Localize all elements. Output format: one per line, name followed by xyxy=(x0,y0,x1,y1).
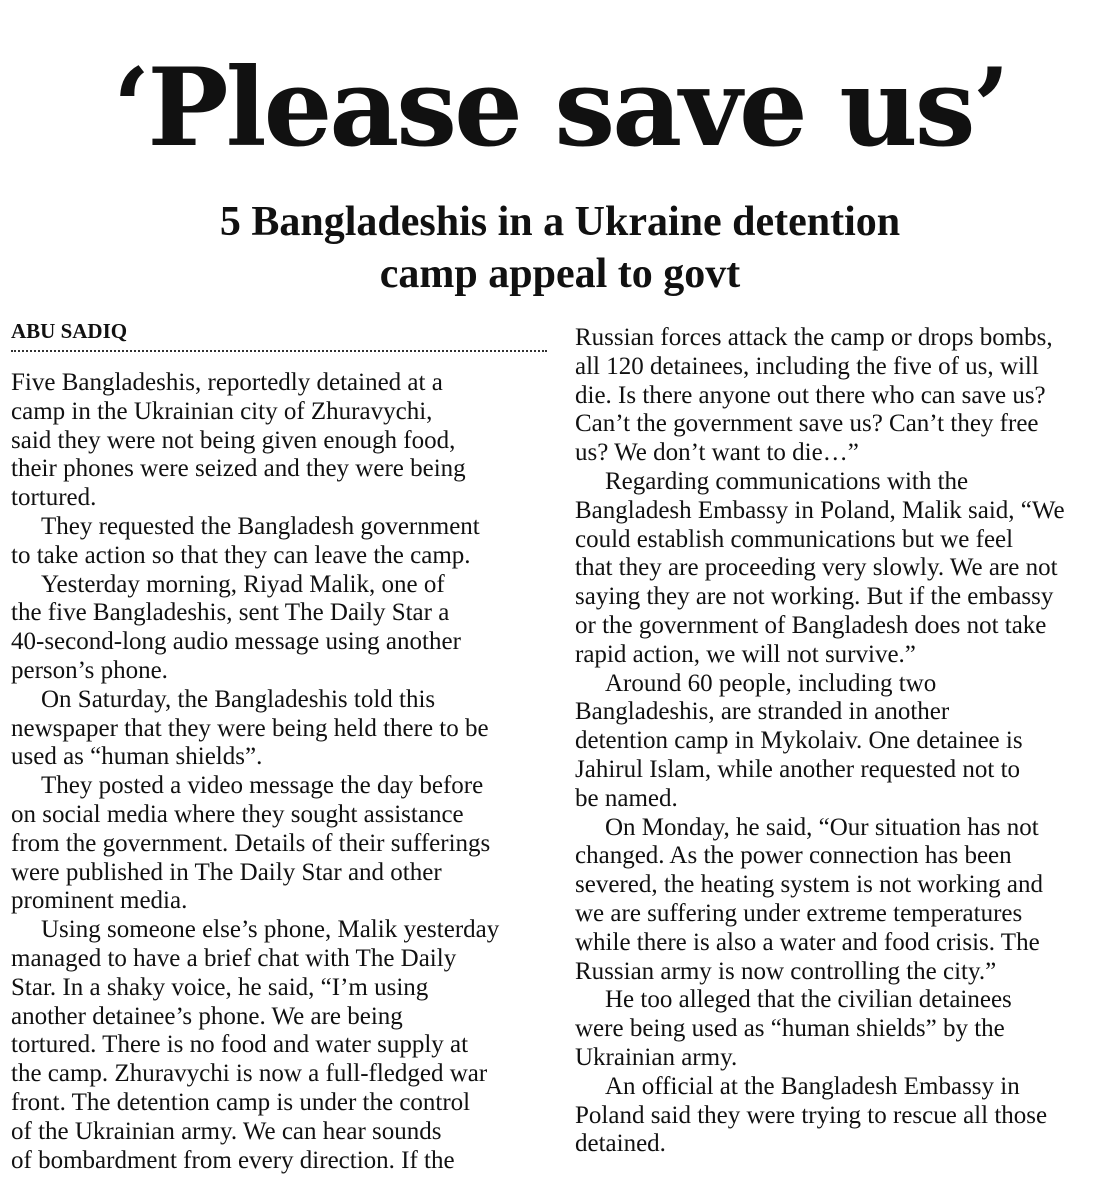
text-line: Regarding communications with the xyxy=(605,467,969,495)
paragraph xyxy=(575,814,1115,987)
subheadline-line: 5 Bangladeshis in a Ukraine detention xyxy=(219,199,901,245)
text-line: newspaper that they were being held there to be xyxy=(11,714,489,742)
text-line: rapid action, we will not survive.” xyxy=(575,640,916,668)
text-line: tortured. xyxy=(11,484,97,512)
byline: ABU SADIQ xyxy=(11,316,547,352)
paragraph xyxy=(11,686,551,772)
text-line: were being used as “human shields” by the xyxy=(575,1015,1005,1043)
text-line: of the Ukrainian army. We can hear sounds xyxy=(11,1117,442,1145)
text-line: They requested the Bangladesh government xyxy=(41,512,480,540)
paragraph xyxy=(575,468,1115,670)
text-line: said they were not being given enough food, xyxy=(11,426,456,454)
text-line: Using someone else’s phone, Malik yesterday xyxy=(41,916,500,944)
text-line: changed. As the power connection has been xyxy=(575,842,1012,870)
paragraph xyxy=(11,369,551,513)
text-line: detained. xyxy=(575,1130,666,1158)
text-line: the five Bangladeshis, sent The Daily Star a xyxy=(11,599,450,627)
text-line: Around 60 people, including two xyxy=(605,669,937,697)
text-line: managed to have a brief chat with The Daily xyxy=(11,944,457,972)
paragraph xyxy=(11,772,551,916)
text-line: us? We don’t want to die…” xyxy=(575,439,859,467)
text-line: An official at the Bangladesh Embassy in xyxy=(605,1072,1020,1100)
text-line: Jahirul Islam, while another requested not to xyxy=(575,755,1021,783)
article-column-left xyxy=(11,369,551,1175)
text-line: Poland said they were trying to rescue all those xyxy=(575,1101,1048,1129)
text-line: They posted a video message the day before xyxy=(41,772,484,800)
text-line: 40-second-long audio message using another xyxy=(11,628,461,656)
article-column-right xyxy=(575,324,1115,1159)
text-line: On Saturday, the Bangladeshis told this xyxy=(41,685,436,713)
text-line: of bombardment from every direction. If the xyxy=(11,1146,455,1174)
text-line: saying they are not working. But if the embassy xyxy=(575,583,1054,611)
text-line: or the government of Bangladesh does not take xyxy=(575,611,1047,639)
text-line: could establish communications but we feel xyxy=(575,525,1014,553)
text-line: Ukrainian army. xyxy=(575,1043,738,1071)
text-line: on social media where they sought assistance xyxy=(11,800,464,828)
text-line: while there is also a water and food crisis. The xyxy=(575,928,1040,956)
text-line: tortured. There is no food and water supply at xyxy=(11,1031,469,1059)
paragraph xyxy=(11,571,551,686)
text-line: He too alleged that the civilian detainees xyxy=(605,986,1012,1014)
text-line: from the government. Details of their sufferings xyxy=(11,829,491,857)
text-line: used as “human shields”. xyxy=(11,743,263,771)
text-line: Yesterday morning, Riyad Malik, one of xyxy=(41,570,445,598)
text-line: prominent media. xyxy=(11,887,188,915)
subheadline-line: camp appeal to govt xyxy=(379,251,741,297)
paragraph xyxy=(575,324,1115,468)
paragraph xyxy=(575,670,1115,814)
text-line: severed, the heating system is not working and xyxy=(575,871,1043,899)
text-line: die. Is there anyone out there who can save us? xyxy=(575,381,1046,409)
text-line: that they are proceeding very slowly. We are not xyxy=(575,554,1058,582)
text-line: detention camp in Mykolaiv. One detainee is xyxy=(575,727,1023,755)
paragraph xyxy=(575,1073,1115,1159)
text-line: another detainee’s phone. We are being xyxy=(11,1002,403,1030)
text-line: were published in The Daily Star and other xyxy=(11,858,442,886)
headline: ‘Please save us’ xyxy=(112,45,1008,171)
text-line: On Monday, he said, “Our situation has not xyxy=(605,813,1039,841)
paragraph xyxy=(11,916,551,1175)
text-line: the camp. Zhuravychi is now a full-fledged war xyxy=(11,1060,488,1088)
text-line: Five Bangladeshis, reportedly detained at a xyxy=(11,369,443,396)
text-line: all 120 detainees, including the five of us, will xyxy=(575,352,1039,380)
text-line: Bangladesh Embassy in Poland, Malik said, “We xyxy=(575,496,1065,524)
text-line: person’s phone. xyxy=(11,656,168,684)
text-line: Russian forces attack the camp or drops bombs, xyxy=(575,324,1053,351)
text-line: we are suffering under extreme temperatures xyxy=(575,899,1023,927)
text-line: to take action so that they can leave the camp. xyxy=(11,541,471,569)
paragraph xyxy=(11,513,551,571)
text-line: Can’t the government save us? Can’t they free xyxy=(575,410,1039,438)
text-line: front. The detention camp is under the control xyxy=(11,1088,471,1116)
text-line: their phones were seized and they were being xyxy=(11,455,466,483)
text-line: Russian army is now controlling the city.” xyxy=(575,957,997,985)
text-line: camp in the Ukrainian city of Zhuravychi, xyxy=(11,397,433,425)
text-line: be named. xyxy=(575,784,678,812)
subheadline xyxy=(60,196,1060,300)
paragraph xyxy=(575,986,1115,1072)
text-line: Bangladeshis, are stranded in another xyxy=(575,698,950,726)
text-line: Star. In a shaky voice, he said, “I’m using xyxy=(11,973,429,1001)
